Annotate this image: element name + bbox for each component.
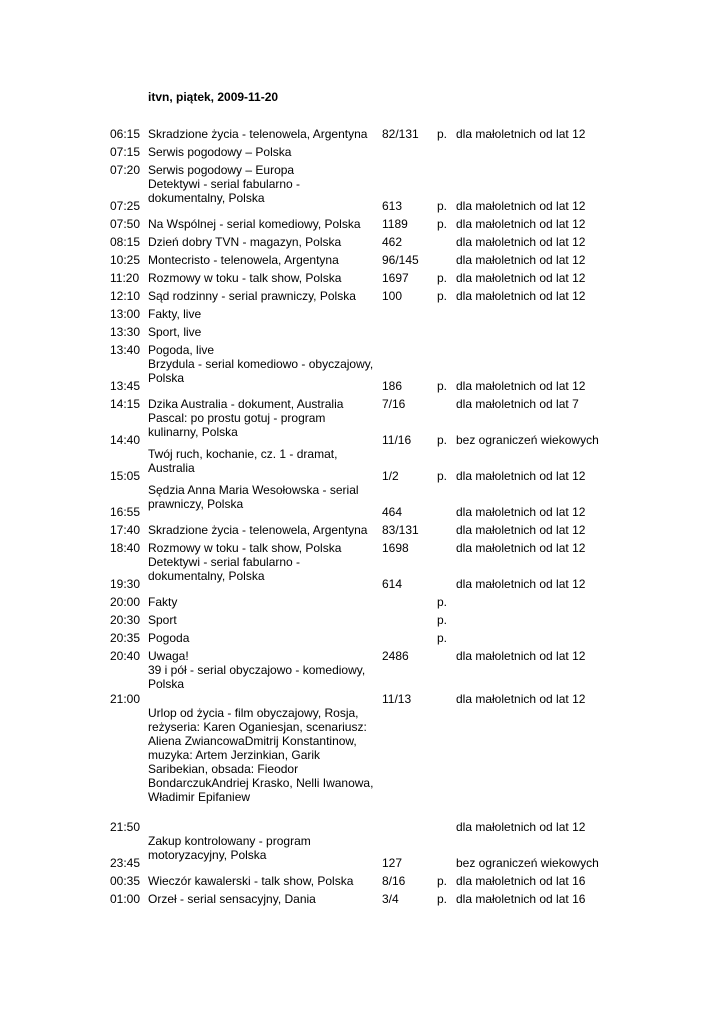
program-title: Sędzia Anna Maria Wesołowska - serial prawniczy, Polska xyxy=(148,483,359,511)
program-title: Sport, live xyxy=(148,325,202,339)
program-time: 14:15 xyxy=(110,397,141,411)
page-title: itvn, piątek, 2009-11-20 xyxy=(148,90,279,104)
premiere-mark: p. xyxy=(437,199,448,213)
program-time: 20:00 xyxy=(110,595,141,609)
program-time: 13:45 xyxy=(110,379,141,393)
program-title: Rozmowy w toku - talk show, Polska xyxy=(148,541,342,555)
program-title: Montecristo - telenowela, Argentyna xyxy=(148,253,339,267)
age-rating: dla małoletnich od lat 12 xyxy=(456,379,586,393)
age-rating: dla małoletnich od lat 12 xyxy=(456,253,586,267)
program-time: 20:40 xyxy=(110,649,141,663)
program-title: Pogoda xyxy=(148,631,190,645)
program-title: Pascal: po prostu gotuj - program kulinarny, Polska xyxy=(148,411,326,439)
episode-number: 613 xyxy=(382,199,403,213)
program-time: 18:40 xyxy=(110,541,141,555)
episode-number: 614 xyxy=(382,577,403,591)
age-rating: bez ograniczeń wiekowych xyxy=(456,433,599,447)
age-rating: bez ograniczeń wiekowych xyxy=(456,856,599,870)
program-time: 07:50 xyxy=(110,217,141,231)
schedule-row xyxy=(0,627,724,645)
program-title: Orzeł - serial sensacyjny, Dania xyxy=(148,892,316,906)
episode-number: 1698 xyxy=(382,541,409,555)
schedule-row xyxy=(0,177,724,213)
premiere-mark: p. xyxy=(437,892,448,906)
episode-number: 1/2 xyxy=(382,469,399,483)
program-time: 14:40 xyxy=(110,433,141,447)
premiere-mark: p. xyxy=(437,271,448,285)
program-time: 13:40 xyxy=(110,343,141,357)
episode-number: 11/16 xyxy=(382,433,412,447)
program-title: Fakty xyxy=(148,595,178,609)
age-rating: dla małoletnich od lat 16 xyxy=(456,892,586,906)
program-title: Skradzione życia - telenowela, Argentyna xyxy=(148,523,368,537)
program-time: 10:25 xyxy=(110,253,141,267)
program-title: Sąd rodzinny - serial prawniczy, Polska xyxy=(148,289,356,303)
premiere-mark: p. xyxy=(437,433,448,447)
program-time: 17:40 xyxy=(110,523,141,537)
schedule-row xyxy=(0,339,724,357)
program-title: Detektywi - serial fabularno - dokumentalny, Polska xyxy=(148,555,301,583)
episode-number: 11/13 xyxy=(382,692,412,706)
program-time: 06:15 xyxy=(110,127,141,141)
schedule-row xyxy=(0,123,724,141)
episode-number: 3/4 xyxy=(382,892,399,906)
program-title: Serwis pogodowy – Europa xyxy=(148,163,295,177)
schedule-row xyxy=(0,591,724,609)
program-time: 08:15 xyxy=(110,235,141,249)
premiere-mark: p. xyxy=(437,379,448,393)
premiere-mark: p. xyxy=(437,874,448,888)
age-rating: dla małoletnich od lat 12 xyxy=(456,577,586,591)
program-time: 01:00 xyxy=(110,892,141,906)
episode-number: 100 xyxy=(382,289,403,303)
episode-number: 464 xyxy=(382,505,403,519)
schedule-row xyxy=(0,609,724,627)
program-title: Brzydula - serial komediowo - obyczajowy, Polska xyxy=(148,357,374,385)
program-title: Sport xyxy=(148,613,177,627)
schedule-row xyxy=(0,663,724,706)
schedule-row xyxy=(0,321,724,339)
age-rating: dla małoletnich od lat 7 xyxy=(456,397,579,411)
program-time: 21:00 xyxy=(110,692,141,706)
program-title: Urlop od życia - film obyczajowy, Rosja, reżyseria: Karen Oganiesjan, scenariusz: Aliena ZwiancowaDmitrij Konstantinow, muzyka: Artem Jerzinkian, Garik Saribekian, obsada: Fieodor BondarczukAndriej Krasko, Nelli Iwanowa, Władimir Epifaniew xyxy=(148,706,374,804)
schedule-row xyxy=(0,285,724,303)
episode-number: 96/145 xyxy=(382,253,419,267)
schedule-row xyxy=(0,267,724,285)
program-title: Detektywi - serial fabularno - dokumentalny, Polska xyxy=(148,177,301,205)
schedule-row xyxy=(0,357,724,393)
schedule-row xyxy=(0,870,724,888)
schedule-row xyxy=(0,303,724,321)
program-title: Na Wspólnej - serial komediowy, Polska xyxy=(148,217,361,231)
program-time: 07:20 xyxy=(110,163,141,177)
program-title: Skradzione życia - telenowela, Argentyna xyxy=(148,127,368,141)
schedule-row xyxy=(0,411,724,447)
age-rating: dla małoletnich od lat 12 xyxy=(456,199,586,213)
schedule-row xyxy=(0,706,724,834)
program-title: Wieczór kawalerski - talk show, Polska xyxy=(148,874,354,888)
episode-number: 1697 xyxy=(382,271,409,285)
schedule-row xyxy=(0,393,724,411)
episode-number: 186 xyxy=(382,379,403,393)
program-time: 12:10 xyxy=(110,289,141,303)
premiere-mark: p. xyxy=(437,127,448,141)
episode-number: 83/131 xyxy=(382,523,419,537)
program-time: 13:30 xyxy=(110,325,141,339)
premiere-mark: p. xyxy=(437,613,448,627)
schedule-row xyxy=(0,645,724,663)
program-time: 20:35 xyxy=(110,631,141,645)
age-rating: dla małoletnich od lat 16 xyxy=(456,874,586,888)
premiere-mark: p. xyxy=(437,469,448,483)
program-title: Dzień dobry TVN - magazyn, Polska xyxy=(148,235,342,249)
episode-number: 462 xyxy=(382,235,403,249)
program-title: 39 i pół - serial obyczajowo - komediowy, Polska xyxy=(148,663,366,691)
program-title: Uwaga! xyxy=(148,649,189,663)
age-rating: dla małoletnich od lat 12 xyxy=(456,271,586,285)
program-title: Rozmowy w toku - talk show, Polska xyxy=(148,271,342,285)
program-title: Serwis pogodowy – Polska xyxy=(148,145,292,159)
schedule-row xyxy=(0,483,724,519)
age-rating: dla małoletnich od lat 12 xyxy=(456,127,586,141)
schedule-row xyxy=(0,537,724,555)
program-time: 11:20 xyxy=(110,271,140,285)
program-time: 20:30 xyxy=(110,613,141,627)
program-title: Dzika Australia - dokument, Australia xyxy=(148,397,344,411)
schedule-row xyxy=(0,519,724,537)
age-rating: dla małoletnich od lat 12 xyxy=(456,692,586,706)
age-rating: dla małoletnich od lat 12 xyxy=(456,505,586,519)
premiere-mark: p. xyxy=(437,289,448,303)
age-rating: dla małoletnich od lat 12 xyxy=(456,523,586,537)
schedule-row xyxy=(0,141,724,159)
schedule-row xyxy=(0,555,724,591)
program-time: 07:15 xyxy=(110,145,141,159)
program-time: 13:00 xyxy=(110,307,141,321)
age-rating: dla małoletnich od lat 12 xyxy=(456,469,586,483)
schedule-row xyxy=(0,834,724,870)
schedule-row xyxy=(0,213,724,231)
program-title: Fakty, live xyxy=(148,307,202,321)
program-time: 23:45 xyxy=(110,856,141,870)
episode-number: 127 xyxy=(382,856,403,870)
age-rating: dla małoletnich od lat 12 xyxy=(456,235,586,249)
episode-number: 1189 xyxy=(382,217,408,231)
program-time: 07:25 xyxy=(110,199,141,213)
age-rating: dla małoletnich od lat 12 xyxy=(456,820,586,834)
program-title: Pogoda, live xyxy=(148,343,215,357)
program-time: 19:30 xyxy=(110,577,141,591)
program-time: 21:50 xyxy=(110,820,141,834)
program-time: 00:35 xyxy=(110,874,141,888)
schedule-row xyxy=(0,447,724,483)
episode-number: 82/131 xyxy=(382,127,419,141)
premiere-mark: p. xyxy=(437,595,448,609)
schedule-row xyxy=(0,249,724,267)
schedule-row xyxy=(0,231,724,249)
episode-number: 8/16 xyxy=(382,874,406,888)
program-time: 16:55 xyxy=(110,505,141,519)
age-rating: dla małoletnich od lat 12 xyxy=(456,217,586,231)
age-rating: dla małoletnich od lat 12 xyxy=(456,541,586,555)
premiere-mark: p. xyxy=(437,631,448,645)
program-time: 15:05 xyxy=(110,469,141,483)
schedule-row xyxy=(0,159,724,177)
episode-number: 7/16 xyxy=(382,397,406,411)
age-rating: dla małoletnich od lat 12 xyxy=(456,289,586,303)
program-title: Zakup kontrolowany - program motoryzacyjny, Polska xyxy=(148,834,311,862)
program-title: Twój ruch, kochanie, cz. 1 - dramat, Australia xyxy=(148,447,338,475)
episode-number: 2486 xyxy=(382,649,409,663)
age-rating: dla małoletnich od lat 12 xyxy=(456,649,586,663)
premiere-mark: p. xyxy=(437,217,448,231)
schedule-row xyxy=(0,888,724,906)
